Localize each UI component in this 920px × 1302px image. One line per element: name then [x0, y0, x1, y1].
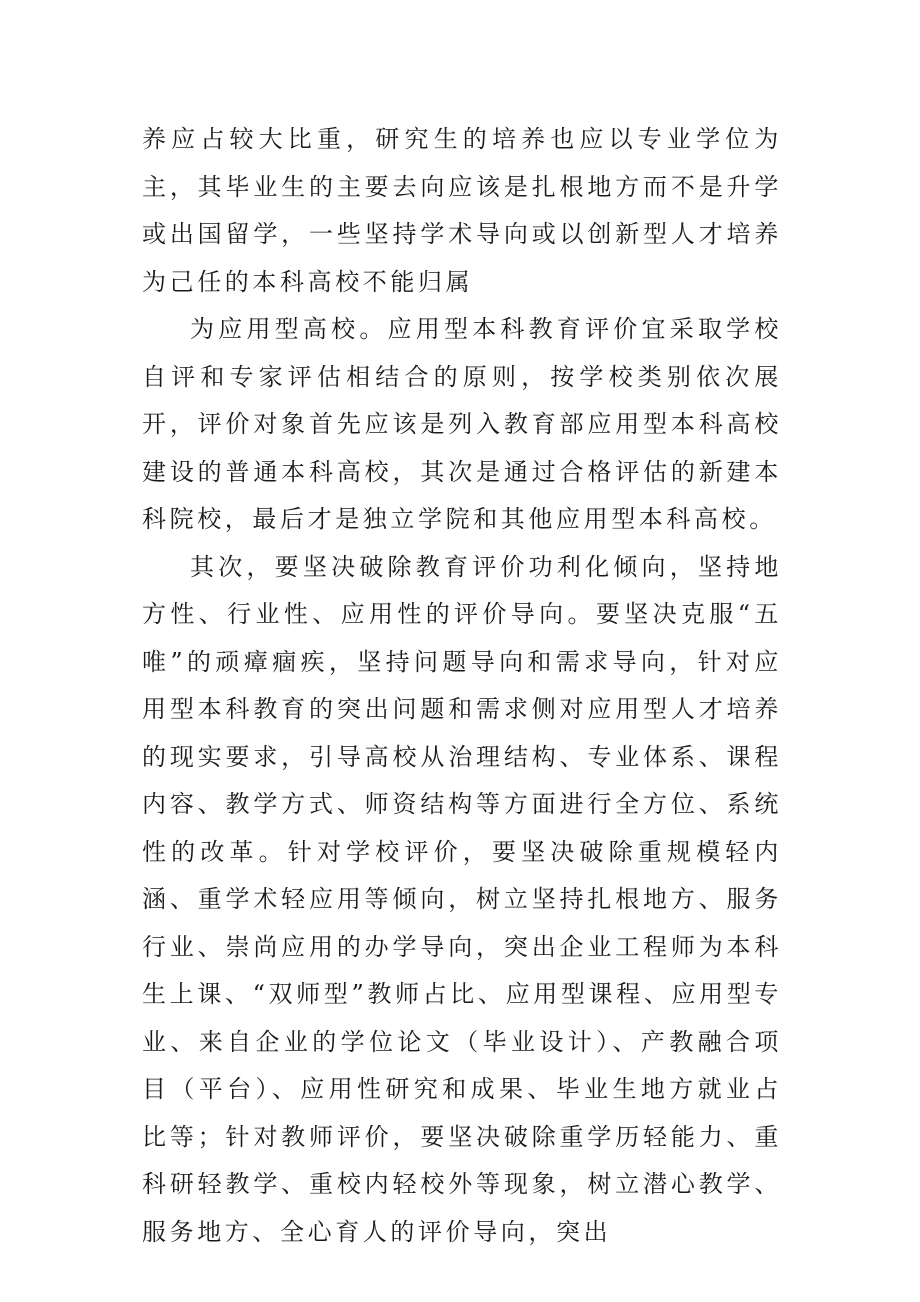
body-text — [142, 116, 782, 1256]
paragraph-1: 养应占较大比重，研究生的培养也应以专业学位为主，其毕业生的主要去向应该是扎根地方而不是升学或出国留学，一些坚持学术导向或以创新型人才培养为己任的本科高校不能归属 — [142, 125, 782, 296]
paragraph-3: 其次，要坚决破除教育评价功利化倾向，坚持地方性、行业性、应用性的评价导向。要坚决克服“五唯”的顽瘴痼疾，坚持问题导向和需求导向，针对应用型本科教育的突出问题和需求侧对应用型人才培养的现实要求，引导高校从治理结构、专业体系、课程内容、教学方式、师资结构等方面进行全方位、系统性的改革。针对学校评价，要坚决破除重规模轻内涵、重学术轻应用等倾向，树立坚持扎根地方、服务行业、崇尚应用的办学导向，突出企业工程师为本科生上课、“双师型”教师占比、应用型课程、应用型专业、来自企业的学位论文（毕业设计）、产教融合项目（平台）、应用性研究和成果、毕业生地方就业占比等；针对教师评价，要坚决破除重学历轻能力、重科研轻教学、重校内轻校外等现象，树立潜心教学、服务地方、全心育人的评价导向，突出 — [142, 552, 782, 1246]
paragraph-2: 为应用型高校。应用型本科教育评价宜采取学校自评和专家评估相结合的原则，按学校类别依次展开，评价对象首先应该是列入教育部应用型本科高校建设的普通本科高校，其次是通过合格评估的新建本科院校，最后才是独立学院和其他应用型本科高校。 — [142, 315, 782, 533]
